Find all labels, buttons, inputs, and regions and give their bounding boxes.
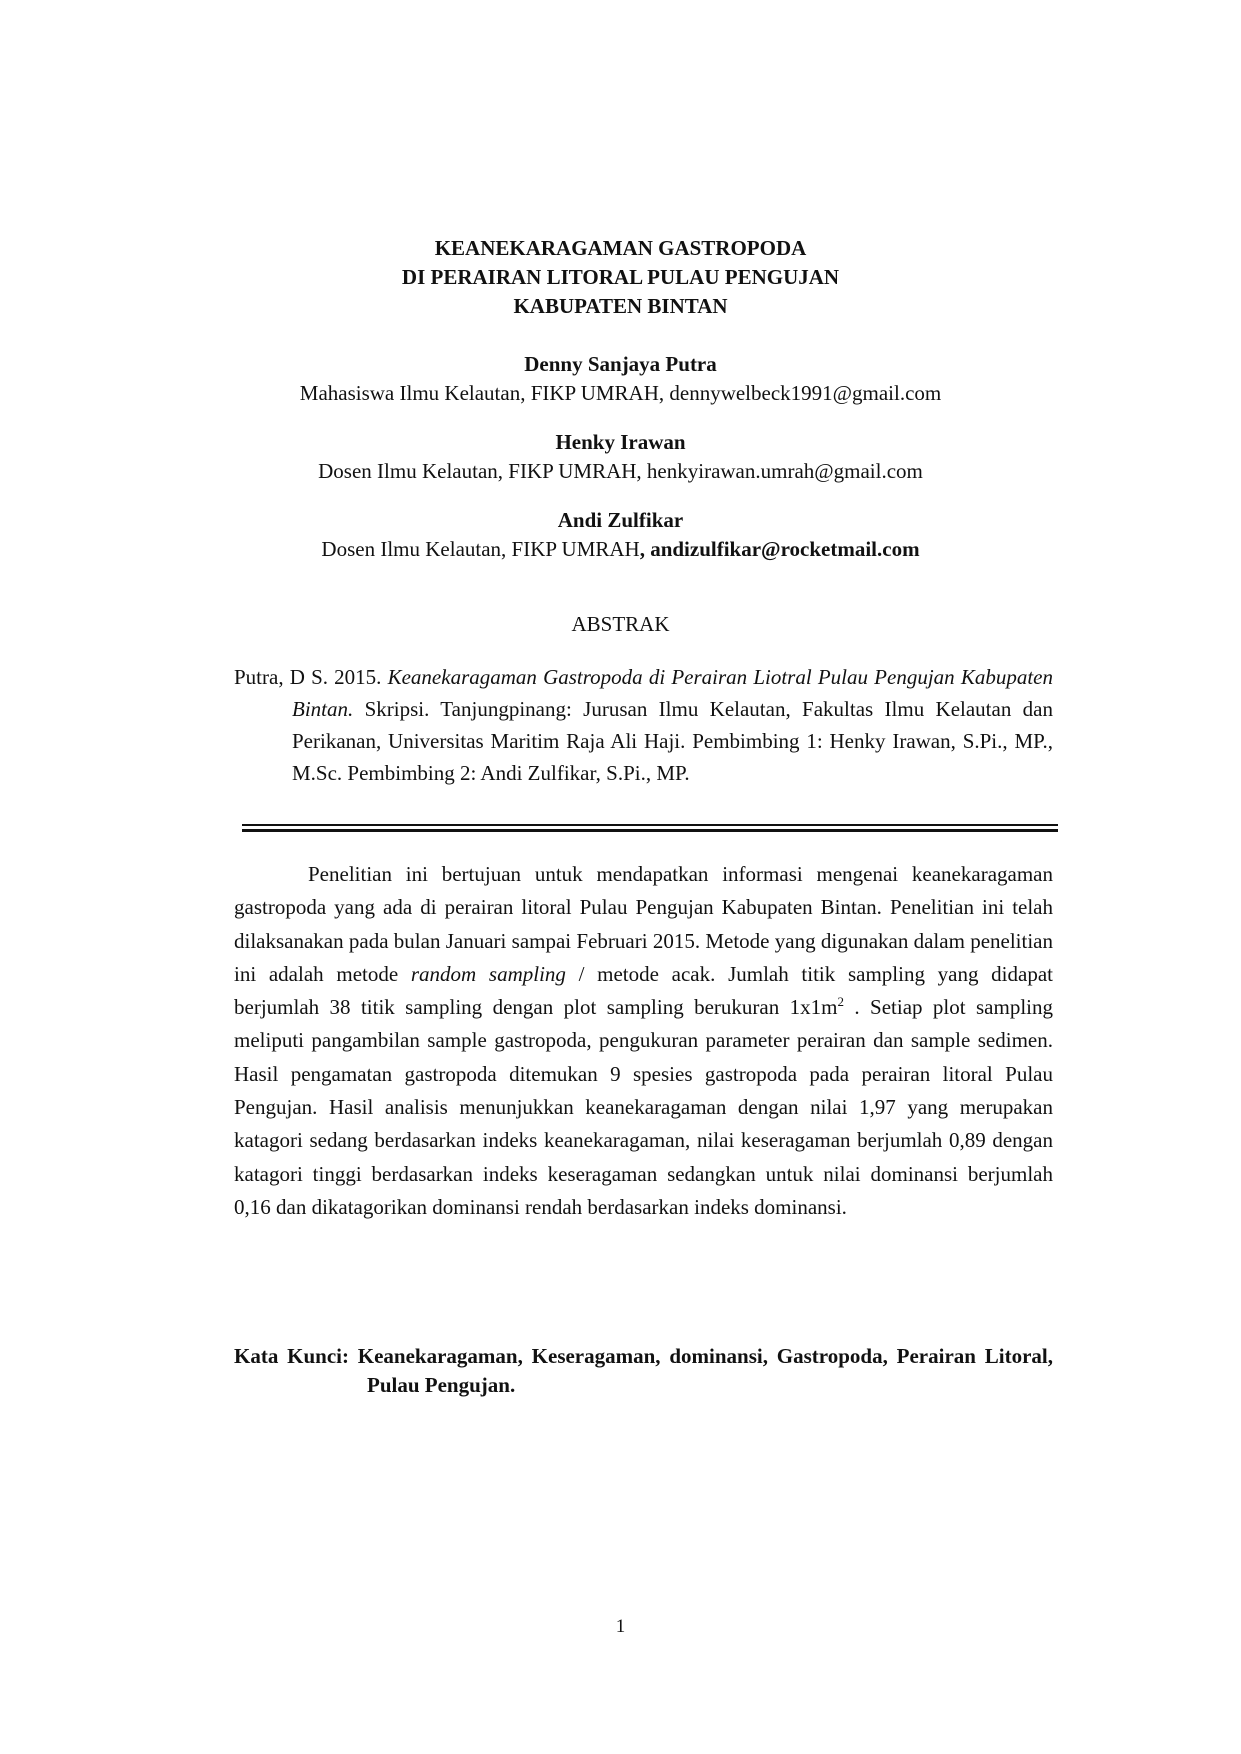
paper-title: [0, 234, 1241, 321]
keywords: Kata Kunci: Keanekaragaman, Keseragaman, dominansi, Gastropoda, Perairan Litoral, Pulau Pengujan.: [234, 1344, 1053, 1397]
author-affiliation: [0, 535, 1241, 564]
author-name: Andi Zulfikar: [557, 508, 684, 532]
page-number: 1: [615, 1616, 626, 1637]
title-line-2: DI PERAIRAN LITORAL PULAU PENGUJAN: [401, 265, 840, 289]
abstract-italic-term: random sampling: [410, 961, 566, 986]
abstract-heading: ABSTRAK: [571, 612, 670, 636]
author-2: [0, 428, 1241, 486]
abstract-superscript: 2: [837, 994, 844, 1010]
citation-title: Keanekaragaman Gastropoda di Perairan Liotral Pulau Pengujan Kabupaten Bintan.: [292, 665, 1053, 721]
title-line-1: KEANEKARAGAMAN GASTROPODA: [434, 236, 807, 260]
author-name: Henky Irawan: [555, 430, 686, 454]
double-rule-divider: [242, 824, 1058, 832]
citation-rest: Skripsi. Tanjungpinang: Jurusan Ilmu Kelautan, Fakultas Ilmu Kelautan dan Perikanan, Universitas Maritim Raja Ali Haji. Pembimbing 1: Henky Irawan, S.Pi., MP., M.Sc. Pembimbing 2: Andi Zulfikar, S.Pi., MP.: [292, 697, 1053, 785]
author-affiliation-text: Dosen Ilmu Kelautan, FIKP UMRAH: [321, 537, 640, 561]
citation-lead: Putra, D S. 2015.: [234, 665, 388, 689]
author-3: [0, 506, 1241, 564]
abstract-text-3: . Setiap plot sampling meliputi pangambilan sample gastropoda, pengukuran parameter perairan dan sample sedimen. Hasil pengamatan gastropoda ditemukan 9 spesies gastropoda pada perairan litoral Pulau Pengujan. Hasil analisis menunjukkan keanekaragaman dengan nilai 1,97 yang merupakan katagori sedang berdasarkan indeks keanekaragaman, nilai keseragaman berjumlah 0,89 dengan katagori tinggi berdasarkan indeks keseragaman sedangkan untuk nilai dominansi berjumlah 0,16 dan dikatagorikan dominansi rendah berdasarkan indeks dominansi.: [234, 995, 1054, 1219]
abstract-text-1: Penelitian ini bertujuan untuk mendapatkan informasi mengenai keanekaragaman gastropoda yang ada di perairan litoral Pulau Pengujan Kabupaten Bintan. Penelitian ini telah dilaksanakan pada bulan Januari sampai Februari 2015. Metode yang digunakan dalam penelitian ini adalah metode: [234, 862, 1053, 986]
author-1: [0, 350, 1241, 408]
abstract-paragraph: [234, 858, 1053, 1224]
author-affiliation: Mahasiswa Ilmu Kelautan, FIKP UMRAH, dennywelbeck1991@gmail.com: [299, 381, 942, 405]
citation-reference: [234, 661, 1053, 789]
title-line-3: KABUPATEN BINTAN: [513, 294, 728, 318]
author-name: Denny Sanjaya Putra: [524, 352, 717, 376]
author-affiliation: Dosen Ilmu Kelautan, FIKP UMRAH, henkyirawan.umrah@gmail.com: [318, 459, 923, 483]
abstract-text-2: / metode acak. Jumlah titik sampling yang didapat berjumlah 38 titik sampling dengan plot sampling berukuran 1x1m: [234, 961, 1053, 1020]
author-email: , andizulfikar@rocketmail.com: [639, 537, 920, 561]
